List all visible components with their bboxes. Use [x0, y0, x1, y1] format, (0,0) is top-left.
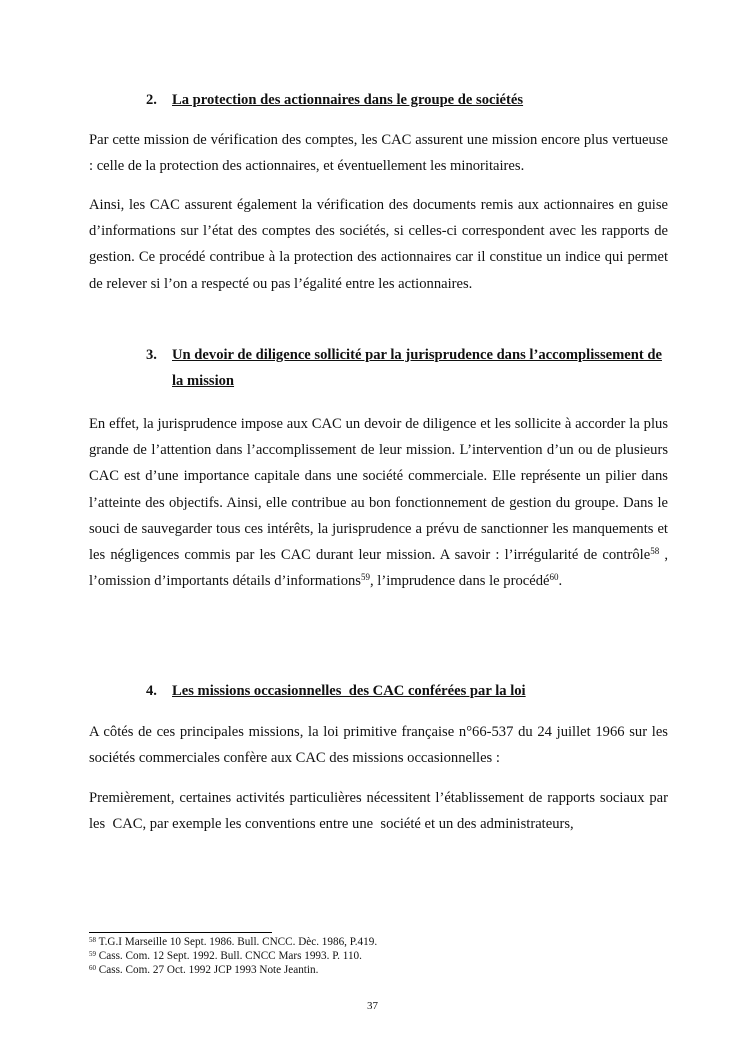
footnote-58	[89, 936, 377, 949]
paragraph-2: Ainsi, les CAC assurent également la vérification des documents remis aux actionnaires en guise d’informations sur l’état des comptes des sociétés, si celles-ci correspondent avec les rapports de gestion. Ce procédé contribue à la protection des actionnaires car il constitue un indice qui permet de relever si l’on a respecté ou pas l’égalité entre les actionnaires.	[89, 197, 668, 292]
section-title: Les missions occasionnelles des CAC conférées par la loi	[172, 683, 526, 699]
footnote-text: Cass. Com. 27 Oct. 1992 JCP 1993 Note Jeantin.	[96, 964, 319, 976]
section-heading-4	[146, 678, 526, 704]
footnote-ref-59: 59	[360, 572, 370, 583]
footnote-separator	[89, 932, 272, 933]
section-number: 3.	[146, 347, 157, 363]
footnote-ref-58: 58	[650, 546, 660, 557]
footnote-ref-60: 60	[549, 572, 559, 583]
section-heading-2	[146, 87, 523, 113]
paragraph-5: Premièrement, certaines activités particulières nécessitent l’établissement de rapports sociaux par les CAC, par exemple les conventions entre une société et un des administrateurs,	[89, 790, 672, 833]
footnote-text: T.G.I Marseille 10 Sept. 1986. Bull. CNCC. Dèc. 1986, P.419.	[96, 936, 378, 948]
section-title: Un devoir de diligence sollicité par la jurisprudence dans l’accomplissement de la mission	[172, 347, 662, 389]
footnote-59	[89, 950, 362, 963]
paragraph-text: , l’omission d’importants détails d’informations	[89, 547, 668, 590]
section-heading-3	[146, 342, 668, 394]
section-number: 2.	[146, 92, 157, 108]
footnote-60	[89, 964, 318, 977]
footnote-number: 59	[89, 950, 96, 958]
footnote-text: Cass. Com. 12 Sept. 1992. Bull. CNCC Mars 1993. P. 110.	[96, 950, 362, 962]
paragraph-4: A côtés de ces principales missions, la loi primitive française n°66-537 du 24 juillet 1966 sur les sociétés commerciales confère aux CAC des missions occasionnelles :	[89, 724, 668, 767]
footnote-number: 58	[89, 936, 96, 944]
paragraph-3	[89, 411, 668, 594]
paragraph-1: Par cette mission de vérification des comptes, les CAC assurent une mission encore plus vertueuse : celle de la protection des actionnaires, et éventuellement les minoritaires.	[89, 132, 668, 175]
paragraph-text: En effet, la jurisprudence impose aux CAC un devoir de diligence et les sollicite à accorder la plus grande de l’attention dans l’accomplissement de leur mission. L’intervention d’un ou de plusieurs CAC est d’une importance capitale dans une société commerciale. Elle représente un pilier dans l’atteinte des objectifs. Ainsi, elle contribue au bon fonctionnement de gestion du groupe. Dans le souci de sauvegarder tous ces intérêts, la jurisprudence a prévu de sanctionner les manquements et les négligences commis par les CAC durant leur mission. A savoir : l’irrégularité de contrôle	[89, 416, 668, 564]
paragraph-text: .	[558, 573, 563, 590]
section-title: La protection des actionnaires dans le groupe de sociétés	[172, 92, 524, 108]
page-number: 37	[367, 1000, 378, 1012]
paragraph-text: , l’imprudence dans le procédé	[369, 573, 550, 590]
footnote-number: 60	[89, 964, 96, 972]
section-number: 4.	[146, 683, 157, 699]
